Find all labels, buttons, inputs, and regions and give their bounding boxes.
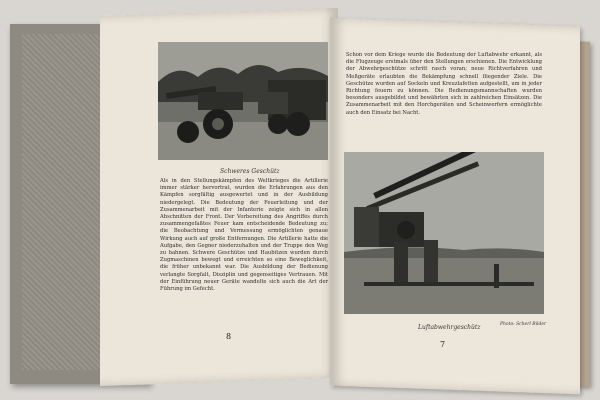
photo-credit: Photo: Scherl Bilder [500, 322, 547, 327]
howitzer-illustration [158, 42, 328, 160]
left-page-body-text: Als in den Stellungskämpfen des Weltkrieges die Artillerie immer stärker hervortrat, wurden die Erfahrungen aus den Kämpfen sorgfältig ausgewertet und in der Ausbildung niedergelegt. Die Bedeutung der Feuerleitung und der Zusammenarbeit mit der Infanterie zeigte sich in allen Abschnitten der Front. Der Vorbereitung des Angriffes durch zusammengefaßtes Feuer kam entscheidende Bedeutung zu; die Beobachtung und Vermessung ermöglichten genaue Wirkung auch auf große Entfernungen. Die Artillerie hatte die Aufgabe, den Gegner niederzuhalten und der Truppe den Weg zu bahnen. Schwere Geschütze und Haubitzen wurden durch Zugmaschinen bewegt und erreichten so eine Beweglichkeit, die früher unbekannt war. Die Ausbildung der Bedienung verlangte Sorgfalt, Disziplin und gegenseitiges Vertrauen. Mit der Einführung neuer Geräte wandelte sich auch die Art der Führung im Gefecht. [160, 178, 328, 293]
right-page-body-text: Schon vor dem Kriege wurde die Bedeutung der Luftabwehr erkannt, als die Flugzeuge erstmals über den Stellungen erschienen. Die Entwicklung der Abwehrgeschütze schritt rasch voran; neue Richtverfahren und Meßgeräte erlaubten die Bekämpfung schnell fliegender Ziele. Die Geschütze wurden auf Sockeln und Kreuzlafetten aufgestellt, um in jeder Richtung feuern zu können. Die Bedienungsmannschaften wurden besonders ausgebildet und bewährten sich in zahlreichen Einsätzen. Die Zusammenarbeit mit den Horchgeräten und Scheinwerfern ermöglichte auch den Einsatz bei Nacht. [346, 52, 542, 116]
howitzer-photo [158, 42, 328, 160]
anti-aircraft-gun-illustration [344, 152, 544, 314]
bottom-photo-caption: Luftabwehrgeschütz [418, 324, 481, 331]
anti-aircraft-gun-photo [344, 152, 544, 314]
right-page-number: 7 [440, 340, 446, 349]
left-page-number: 8 [226, 332, 232, 341]
top-photo-caption: Schweres Geschütz [220, 168, 280, 175]
